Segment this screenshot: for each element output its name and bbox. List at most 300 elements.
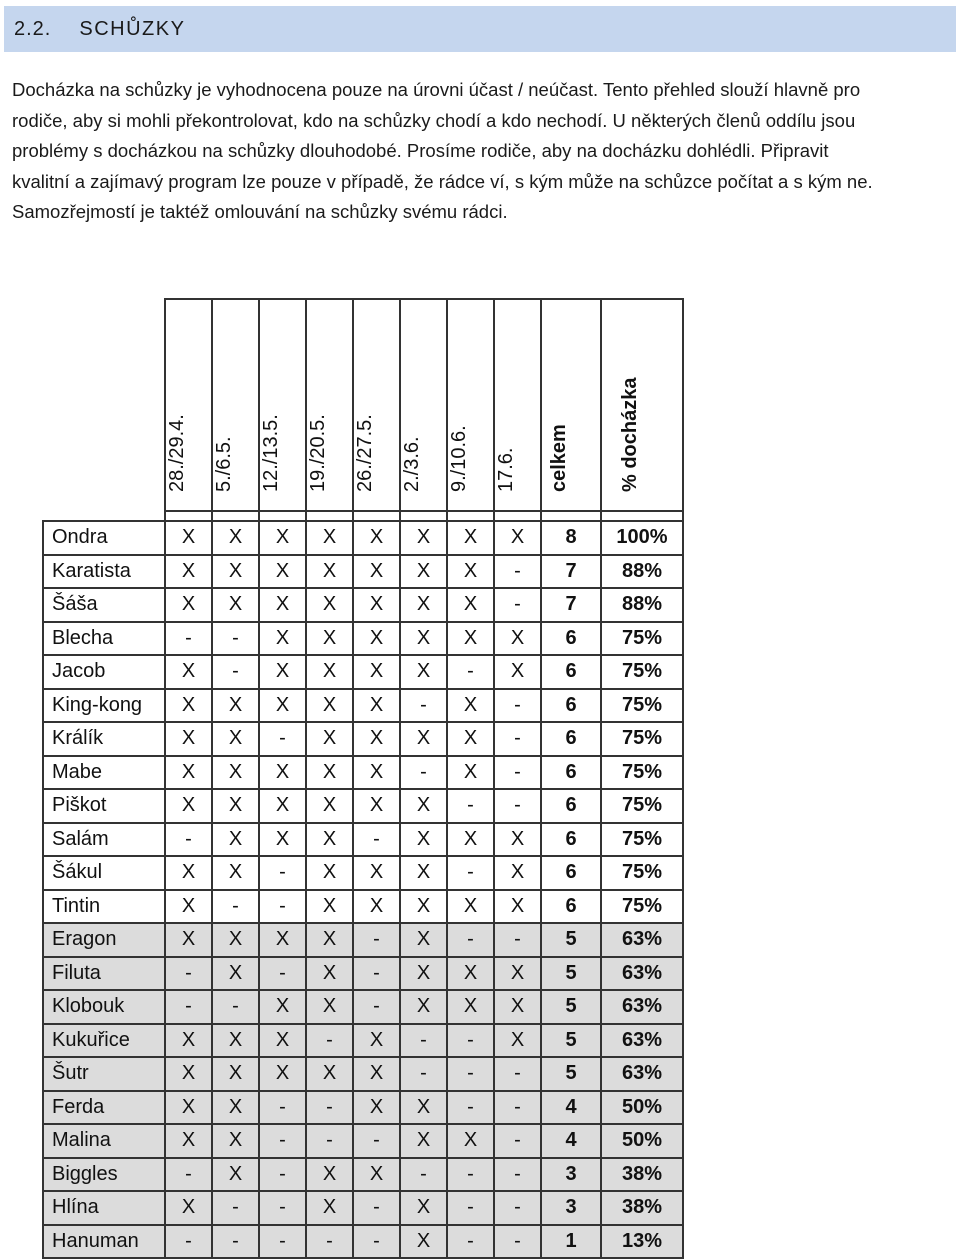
attendance-mark: -: [447, 1158, 494, 1192]
attendance-mark: -: [447, 1091, 494, 1125]
header-label: 26./27.5.: [353, 414, 376, 492]
member-name: Eragon: [43, 923, 165, 957]
attendance-mark: X: [494, 655, 541, 689]
attendance-percent: 75%: [601, 856, 683, 890]
header-date-6: [400, 299, 447, 511]
attendance-mark: X: [494, 823, 541, 857]
attendance-mark: -: [306, 1091, 353, 1125]
attendance-percent: 13%: [601, 1225, 683, 1259]
member-name: Mabe: [43, 756, 165, 790]
table-row: [43, 957, 683, 991]
member-name: Šákul: [43, 856, 165, 890]
attendance-mark: -: [259, 1225, 306, 1259]
attendance-mark: X: [259, 622, 306, 656]
attendance-percent: 75%: [601, 756, 683, 790]
attendance-mark: -: [165, 1158, 212, 1192]
attendance-mark: -: [447, 923, 494, 957]
table-row: [43, 1158, 683, 1192]
attendance-mark: -: [212, 655, 259, 689]
attendance-mark: -: [259, 957, 306, 991]
attendance-mark: X: [165, 1124, 212, 1158]
attendance-percent: 63%: [601, 957, 683, 991]
attendance-mark: -: [447, 789, 494, 823]
member-name: Hanuman: [43, 1225, 165, 1259]
attendance-percent: 88%: [601, 555, 683, 589]
attendance-mark: X: [306, 1057, 353, 1091]
attendance-mark: X: [353, 555, 400, 589]
attendance-mark: X: [400, 789, 447, 823]
attendance-mark: X: [494, 856, 541, 890]
attendance-total: 6: [541, 823, 601, 857]
gap-cell: [601, 511, 683, 521]
attendance-mark: X: [447, 990, 494, 1024]
attendance-mark: X: [447, 555, 494, 589]
attendance-percent: 50%: [601, 1091, 683, 1125]
attendance-mark: -: [494, 1091, 541, 1125]
attendance-mark: X: [400, 923, 447, 957]
attendance-mark: X: [259, 521, 306, 555]
attendance-mark: X: [353, 890, 400, 924]
attendance-mark: X: [400, 990, 447, 1024]
attendance-mark: X: [400, 655, 447, 689]
attendance-mark: X: [306, 689, 353, 723]
attendance-total: 6: [541, 622, 601, 656]
intro-line: problémy s docházkou na schůzky dlouhodobé. Prosíme rodiče, aby na docházku dohlédli. Připravit: [12, 140, 829, 161]
table-row: [43, 1091, 683, 1125]
attendance-mark: X: [212, 1158, 259, 1192]
attendance-mark: X: [306, 622, 353, 656]
attendance-mark: X: [259, 555, 306, 589]
attendance-mark: X: [306, 655, 353, 689]
intro-paragraph: [12, 75, 952, 228]
member-name: Klobouk: [43, 990, 165, 1024]
gap-cell: [43, 511, 165, 521]
attendance-mark: X: [400, 555, 447, 589]
attendance-percent: 88%: [601, 588, 683, 622]
header-date-3: [259, 299, 306, 511]
member-name: Filuta: [43, 957, 165, 991]
attendance-mark: X: [400, 1091, 447, 1125]
attendance-total: 5: [541, 1024, 601, 1058]
member-name: Tintin: [43, 890, 165, 924]
attendance-mark: X: [212, 789, 259, 823]
attendance-total: 6: [541, 689, 601, 723]
attendance-mark: X: [400, 890, 447, 924]
table-row: [43, 1057, 683, 1091]
table-row: [43, 990, 683, 1024]
attendance-percent: 75%: [601, 890, 683, 924]
attendance-mark: -: [306, 1024, 353, 1058]
attendance-mark: -: [353, 1124, 400, 1158]
attendance-total: 8: [541, 521, 601, 555]
attendance-mark: X: [306, 789, 353, 823]
member-name: Blecha: [43, 622, 165, 656]
header-date-1: [165, 299, 212, 511]
attendance-mark: -: [400, 1158, 447, 1192]
attendance-mark: X: [306, 588, 353, 622]
attendance-mark: -: [400, 689, 447, 723]
attendance-mark: -: [447, 1191, 494, 1225]
attendance-total: 5: [541, 1057, 601, 1091]
attendance-mark: X: [447, 521, 494, 555]
attendance-mark: X: [400, 1124, 447, 1158]
attendance-mark: X: [494, 990, 541, 1024]
attendance-total: 6: [541, 890, 601, 924]
table-row: [43, 588, 683, 622]
member-name: Karatista: [43, 555, 165, 589]
attendance-mark: X: [306, 722, 353, 756]
gap-cell: [447, 511, 494, 521]
attendance-mark: X: [259, 655, 306, 689]
attendance-mark: -: [447, 856, 494, 890]
attendance-mark: X: [400, 856, 447, 890]
member-name: Jacob: [43, 655, 165, 689]
header-percent: [601, 299, 683, 511]
attendance-percent: 75%: [601, 722, 683, 756]
attendance-mark: -: [494, 1158, 541, 1192]
attendance-mark: X: [353, 689, 400, 723]
attendance-total: 6: [541, 789, 601, 823]
attendance-total: 6: [541, 856, 601, 890]
header-label: 9./10.6.: [447, 425, 470, 492]
attendance-mark: X: [165, 856, 212, 890]
header-label: 17.6.: [494, 447, 517, 492]
attendance-mark: X: [259, 689, 306, 723]
attendance-mark: X: [306, 521, 353, 555]
attendance-mark: X: [306, 957, 353, 991]
attendance-mark: X: [494, 890, 541, 924]
attendance-mark: -: [494, 756, 541, 790]
member-name: Ondra: [43, 521, 165, 555]
member-name: Salám: [43, 823, 165, 857]
attendance-total: 4: [541, 1091, 601, 1125]
attendance-mark: -: [400, 1024, 447, 1058]
gap-cell: [306, 511, 353, 521]
member-name: Hlína: [43, 1191, 165, 1225]
attendance-mark: X: [353, 722, 400, 756]
section-number: 2.2.: [14, 17, 52, 40]
attendance-mark: X: [447, 622, 494, 656]
table-row: [43, 856, 683, 890]
attendance-mark: X: [400, 957, 447, 991]
table-row: [43, 521, 683, 555]
attendance-mark: X: [212, 588, 259, 622]
member-name: Králík: [43, 722, 165, 756]
attendance-total: 6: [541, 722, 601, 756]
attendance-mark: X: [400, 622, 447, 656]
attendance-mark: X: [306, 990, 353, 1024]
attendance-mark: -: [259, 856, 306, 890]
attendance-mark: -: [494, 1124, 541, 1158]
attendance-mark: X: [306, 823, 353, 857]
attendance-mark: X: [447, 689, 494, 723]
attendance-mark: X: [165, 588, 212, 622]
attendance-mark: -: [306, 1225, 353, 1259]
table-row: [43, 923, 683, 957]
attendance-mark: X: [353, 756, 400, 790]
header-date-2: [212, 299, 259, 511]
header-row: [43, 299, 683, 511]
attendance-mark: X: [165, 722, 212, 756]
attendance-mark: X: [165, 789, 212, 823]
attendance-mark: X: [353, 856, 400, 890]
attendance-mark: X: [259, 789, 306, 823]
attendance-mark: -: [353, 957, 400, 991]
member-name: Malina: [43, 1124, 165, 1158]
header-corner: [43, 299, 165, 511]
member-name: Šáša: [43, 588, 165, 622]
attendance-mark: X: [447, 957, 494, 991]
attendance-total: 1: [541, 1225, 601, 1259]
attendance-mark: X: [353, 622, 400, 656]
intro-line: Docházka na schůzky je vyhodnocena pouze na úrovni účast / neúčast. Tento přehled slouží hlavně pro: [12, 79, 861, 100]
attendance-mark: -: [447, 1057, 494, 1091]
attendance-mark: X: [353, 1158, 400, 1192]
attendance-mark: X: [400, 588, 447, 622]
header-gap: [43, 511, 683, 521]
attendance-percent: 63%: [601, 1024, 683, 1058]
attendance-mark: -: [353, 1191, 400, 1225]
header-total: [541, 299, 601, 511]
attendance-total: 3: [541, 1191, 601, 1225]
attendance-mark: X: [259, 588, 306, 622]
attendance-mark: X: [353, 1091, 400, 1125]
attendance-percent: 50%: [601, 1124, 683, 1158]
attendance-mark: X: [353, 1057, 400, 1091]
attendance-mark: X: [212, 957, 259, 991]
attendance-mark: -: [259, 1191, 306, 1225]
attendance-mark: X: [212, 1024, 259, 1058]
header-date-4: [306, 299, 353, 511]
attendance-percent: 38%: [601, 1191, 683, 1225]
attendance-mark: X: [353, 1024, 400, 1058]
attendance-mark: X: [400, 521, 447, 555]
attendance-mark: -: [494, 689, 541, 723]
attendance-percent: 75%: [601, 789, 683, 823]
attendance-mark: X: [212, 1057, 259, 1091]
attendance-mark: X: [494, 957, 541, 991]
attendance-mark: X: [400, 823, 447, 857]
attendance-percent: 75%: [601, 655, 683, 689]
gap-cell: [353, 511, 400, 521]
attendance-mark: X: [212, 555, 259, 589]
attendance-mark: X: [212, 689, 259, 723]
table-row: [43, 890, 683, 924]
attendance-total: 5: [541, 990, 601, 1024]
member-name: King-kong: [43, 689, 165, 723]
member-name: Ferda: [43, 1091, 165, 1125]
attendance-mark: X: [400, 1191, 447, 1225]
gap-cell: [541, 511, 601, 521]
attendance-mark: X: [447, 588, 494, 622]
attendance-mark: -: [353, 823, 400, 857]
attendance-mark: X: [306, 1191, 353, 1225]
attendance-percent: 38%: [601, 1158, 683, 1192]
header-label: 5./6.5.: [212, 436, 235, 492]
attendance-percent: 63%: [601, 1057, 683, 1091]
attendance-mark: X: [165, 555, 212, 589]
attendance-mark: X: [165, 890, 212, 924]
attendance-total: 7: [541, 588, 601, 622]
attendance-mark: -: [212, 1191, 259, 1225]
attendance-mark: X: [306, 890, 353, 924]
attendance-mark: X: [212, 823, 259, 857]
attendance-mark: X: [353, 521, 400, 555]
attendance-mark: -: [400, 756, 447, 790]
header-label: 19./20.5.: [306, 414, 329, 492]
attendance-mark: X: [212, 856, 259, 890]
attendance-mark: X: [306, 756, 353, 790]
attendance-total: 7: [541, 555, 601, 589]
attendance-mark: -: [447, 655, 494, 689]
attendance-percent: 75%: [601, 622, 683, 656]
attendance-mark: X: [212, 1091, 259, 1125]
attendance-mark: -: [494, 722, 541, 756]
member-name: Biggles: [43, 1158, 165, 1192]
attendance-mark: -: [259, 1158, 306, 1192]
attendance-mark: X: [494, 1024, 541, 1058]
gap-cell: [400, 511, 447, 521]
attendance-mark: -: [494, 1191, 541, 1225]
attendance-mark: -: [494, 588, 541, 622]
attendance-mark: -: [259, 1124, 306, 1158]
attendance-mark: -: [212, 622, 259, 656]
intro-line: rodiče, aby si mohli překontrolovat, kdo na schůzky chodí a kdo nechodí. U některých členů oddílu jsou: [12, 109, 856, 131]
header-label: 2./3.6.: [400, 436, 423, 492]
attendance-mark: X: [165, 1091, 212, 1125]
attendance-total: 4: [541, 1124, 601, 1158]
attendance-mark: -: [306, 1124, 353, 1158]
attendance-mark: X: [165, 1191, 212, 1225]
attendance-mark: -: [212, 890, 259, 924]
attendance-total: 6: [541, 756, 601, 790]
attendance-mark: X: [165, 655, 212, 689]
attendance-mark: X: [259, 1024, 306, 1058]
attendance-mark: X: [259, 1057, 306, 1091]
attendance-mark: -: [400, 1057, 447, 1091]
attendance-mark: X: [259, 823, 306, 857]
attendance-mark: X: [400, 722, 447, 756]
gap-cell: [259, 511, 306, 521]
attendance-mark: X: [212, 722, 259, 756]
attendance-mark: -: [447, 1024, 494, 1058]
attendance-mark: X: [212, 756, 259, 790]
table-row: [43, 789, 683, 823]
attendance-mark: -: [447, 1225, 494, 1259]
attendance-percent: 75%: [601, 823, 683, 857]
attendance-mark: X: [494, 622, 541, 656]
attendance-mark: X: [165, 1057, 212, 1091]
attendance-mark: X: [259, 990, 306, 1024]
attendance-mark: -: [259, 1091, 306, 1125]
attendance-mark: X: [165, 521, 212, 555]
attendance-mark: X: [447, 756, 494, 790]
attendance-mark: X: [212, 1124, 259, 1158]
attendance-mark: X: [494, 521, 541, 555]
attendance-table: [42, 298, 684, 1259]
section-title: SCHŮZKY: [79, 17, 186, 40]
attendance-mark: -: [259, 890, 306, 924]
attendance-mark: -: [353, 990, 400, 1024]
attendance-percent: 100%: [601, 521, 683, 555]
attendance-mark: -: [494, 923, 541, 957]
table-row: [43, 622, 683, 656]
gap-cell: [494, 511, 541, 521]
attendance-mark: X: [447, 890, 494, 924]
attendance-mark: -: [165, 957, 212, 991]
intro-line: Samozřejmostí je taktéž omlouvání na schůzky svému rádci.: [12, 201, 508, 222]
attendance-mark: -: [212, 990, 259, 1024]
attendance-percent: 63%: [601, 923, 683, 957]
attendance-mark: X: [259, 756, 306, 790]
attendance-mark: -: [494, 1225, 541, 1259]
attendance-mark: X: [165, 923, 212, 957]
header-label: % docházka: [619, 377, 641, 492]
member-name: Piškot: [43, 789, 165, 823]
attendance-mark: -: [259, 722, 306, 756]
table-row: [43, 756, 683, 790]
attendance-mark: -: [165, 990, 212, 1024]
attendance-mark: X: [353, 588, 400, 622]
attendance-mark: X: [306, 923, 353, 957]
attendance-mark: X: [306, 1158, 353, 1192]
attendance-body: [43, 521, 683, 1258]
attendance-mark: X: [447, 1124, 494, 1158]
attendance-percent: 75%: [601, 689, 683, 723]
attendance-mark: -: [494, 789, 541, 823]
intro-line: kvalitní a zajímavý program lze pouze v případě, že rádce ví, s kým může na schůzce počítat a s kým ne.: [12, 170, 873, 192]
attendance-mark: X: [306, 555, 353, 589]
attendance-total: 3: [541, 1158, 601, 1192]
table-row: [43, 823, 683, 857]
attendance-mark: X: [400, 1225, 447, 1259]
attendance-mark: -: [353, 1225, 400, 1259]
attendance-total: 5: [541, 957, 601, 991]
table-row: [43, 689, 683, 723]
attendance-mark: X: [212, 923, 259, 957]
header-label: celkem: [548, 424, 570, 492]
section-header: [4, 6, 956, 52]
member-name: Kukuřice: [43, 1024, 165, 1058]
table-row: [43, 555, 683, 589]
attendance-mark: X: [165, 689, 212, 723]
table-row: [43, 722, 683, 756]
attendance-mark: -: [165, 1225, 212, 1259]
attendance-mark: -: [212, 1225, 259, 1259]
attendance-mark: X: [165, 1024, 212, 1058]
attendance-mark: -: [165, 823, 212, 857]
gap-cell: [212, 511, 259, 521]
header-date-7: [447, 299, 494, 511]
attendance-mark: X: [306, 856, 353, 890]
attendance-mark: X: [259, 923, 306, 957]
attendance-mark: X: [447, 823, 494, 857]
attendance-mark: X: [212, 521, 259, 555]
table-row: [43, 1024, 683, 1058]
header-date-5: [353, 299, 400, 511]
header-label: 28./29.4.: [165, 414, 188, 492]
attendance-mark: X: [447, 722, 494, 756]
attendance-mark: -: [494, 1057, 541, 1091]
attendance-percent: 63%: [601, 990, 683, 1024]
attendance-mark: -: [494, 555, 541, 589]
attendance-mark: -: [165, 622, 212, 656]
attendance-mark: X: [353, 655, 400, 689]
member-name: Šutr: [43, 1057, 165, 1091]
table-row: [43, 1191, 683, 1225]
table-row: [43, 1124, 683, 1158]
attendance-total: 5: [541, 923, 601, 957]
